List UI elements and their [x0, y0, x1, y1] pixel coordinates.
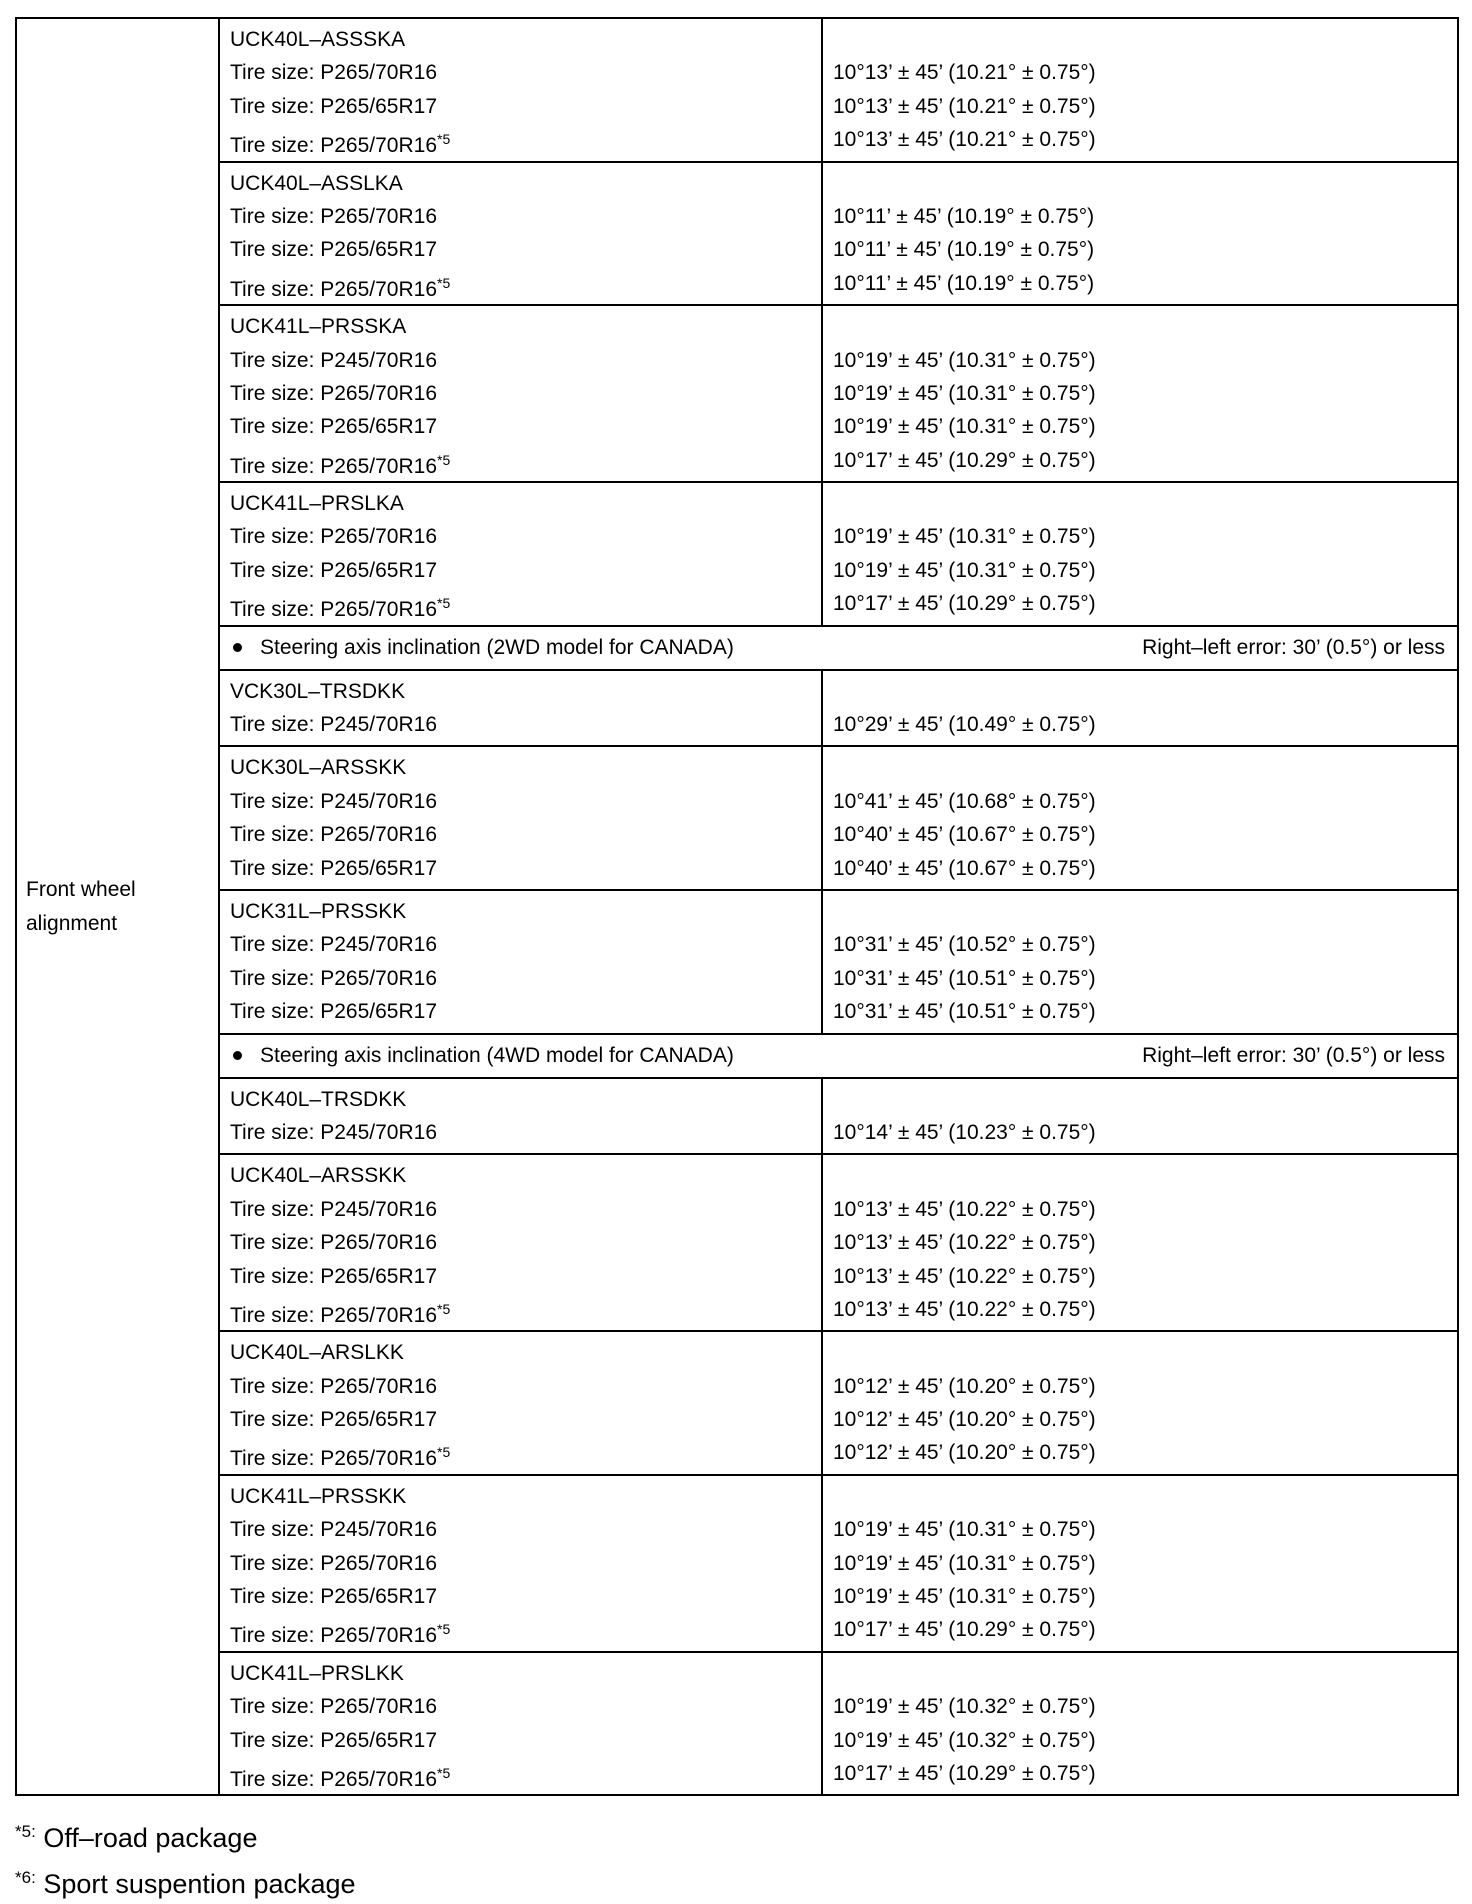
value-cell	[822, 1331, 1458, 1475]
tire-size	[230, 1513, 821, 1546]
tire-size-text: Tire size: P265/70R16	[230, 823, 437, 847]
tire-size	[230, 1293, 821, 1326]
tire-size	[230, 1757, 821, 1790]
tire-size-text: Tire size: P265/70R16	[230, 525, 437, 549]
tire-size	[230, 785, 821, 818]
front-wheel-alignment-table	[15, 17, 1459, 1796]
tire-size	[230, 708, 821, 741]
model-code: UCK41L–PRSLKK	[230, 1661, 404, 1685]
tire-size-text: Tire size: P265/65R17	[230, 1585, 437, 1609]
value-cell	[822, 890, 1458, 1034]
tire-size	[230, 818, 821, 851]
footnote-mark: *5:	[15, 1822, 36, 1841]
tire-size	[230, 56, 821, 89]
inclination-value: 10°19’ ± 45’ (10.31° ± 0.75°)	[833, 381, 1096, 405]
inclination-value: 10°14’ ± 45’ (10.23° ± 0.75°)	[833, 1120, 1096, 1144]
footnote-ref: *5	[437, 131, 451, 148]
model-cell	[219, 670, 822, 747]
inclination-value: 10°19’ ± 45’ (10.32° ± 0.75°)	[833, 1728, 1096, 1752]
tire-size	[230, 344, 821, 377]
tire-size-text: Tire size: P265/65R17	[230, 238, 437, 262]
model-cell	[219, 1652, 822, 1796]
inclination-value: 10°17’ ± 45’ (10.29° ± 0.75°)	[833, 448, 1096, 472]
tire-size	[230, 1116, 821, 1149]
inclination-value: 10°19’ ± 45’ (10.31° ± 0.75°)	[833, 348, 1096, 372]
tire-size-text: Tire size: P265/70R16	[230, 1303, 437, 1327]
value-cell	[822, 162, 1458, 306]
tire-size	[230, 1580, 821, 1613]
inclination-value: 10°19’ ± 45’ (10.32° ± 0.75°)	[833, 1695, 1096, 1719]
model-code: UCK41L–PRSLKA	[230, 492, 404, 516]
value-cell	[822, 670, 1458, 747]
model-code: UCK30L–ARSSKK	[230, 756, 407, 780]
tire-size	[230, 444, 821, 477]
inclination-value: 10°13’ ± 45’ (10.22° ± 0.75°)	[833, 1264, 1096, 1288]
section-header-row	[16, 1034, 1458, 1078]
inclination-value: 10°19’ ± 45’ (10.31° ± 0.75°)	[833, 525, 1096, 549]
tire-size	[230, 1193, 821, 1226]
tire-size	[230, 410, 821, 443]
model-code: UCK41L–PRSSKK	[230, 1484, 407, 1508]
model-group-row	[16, 305, 1458, 482]
tire-size-text: Tire size: P265/70R16	[230, 1447, 437, 1471]
value-spacer	[833, 1657, 1457, 1690]
tire-size-text: Tire size: P265/70R16	[230, 454, 437, 478]
footnote	[15, 1812, 356, 1858]
model-cell	[219, 482, 822, 626]
model-code: VCK30L–TRSDKK	[230, 679, 406, 703]
value-spacer	[833, 487, 1457, 520]
inclination-value: 10°11’ ± 45’ (10.19° ± 0.75°)	[833, 271, 1095, 295]
tire-size-text: Tire size: P245/70R16	[230, 1120, 437, 1144]
inclination-value: 10°13’ ± 45’ (10.22° ± 0.75°)	[833, 1197, 1096, 1221]
tire-size-text: Tire size: P265/70R16	[230, 1551, 437, 1575]
tire-size	[230, 995, 821, 1028]
model-group-row	[16, 162, 1458, 306]
value-cell	[822, 1078, 1458, 1155]
tire-size-text: Tire size: P265/65R17	[230, 1728, 437, 1752]
tire-size-text: Tire size: P245/70R16	[230, 1197, 437, 1221]
model-cell	[219, 1078, 822, 1155]
row-label: Front wheel alignment	[16, 18, 219, 1795]
tire-size	[230, 200, 821, 233]
value-spacer	[833, 1083, 1457, 1116]
footnote-ref: *5	[437, 1444, 451, 1461]
footnote	[15, 1858, 356, 1904]
tire-size-text: Tire size: P265/70R16	[230, 134, 437, 158]
section-header	[219, 1034, 1458, 1078]
value-cell	[822, 305, 1458, 482]
tire-size	[230, 377, 821, 410]
section-title: Steering axis inclination (4WD model for CANADA)	[260, 1043, 734, 1067]
value-cell	[822, 1154, 1458, 1331]
inclination-value: 10°31’ ± 45’ (10.51° ± 0.75°)	[833, 1000, 1096, 1024]
model-cell	[219, 18, 822, 162]
value-spacer	[833, 1159, 1457, 1192]
model-cell	[219, 1331, 822, 1475]
footnote-text: Sport suspention package	[43, 1869, 356, 1899]
model-group-row	[16, 482, 1458, 626]
tire-size-text: Tire size: P265/70R16	[230, 61, 437, 85]
section-header	[219, 626, 1458, 670]
tire-size-text: Tire size: P265/65R17	[230, 856, 437, 880]
value-spacer	[833, 1480, 1457, 1513]
section-title: Steering axis inclination (2WD model for CANADA)	[260, 635, 734, 659]
inclination-value: 10°17’ ± 45’ (10.29° ± 0.75°)	[833, 1761, 1096, 1785]
model-group-row	[16, 1154, 1458, 1331]
tire-size-text: Tire size: P245/70R16	[230, 1518, 437, 1542]
tire-size-text: Tire size: P265/70R16	[230, 1695, 437, 1719]
tire-size	[230, 1403, 821, 1436]
tire-size-text: Tire size: P265/65R17	[230, 1408, 437, 1432]
value-spacer	[833, 1336, 1457, 1369]
inclination-value: 10°40’ ± 45’ (10.67° ± 0.75°)	[833, 823, 1096, 847]
value-spacer	[833, 23, 1457, 56]
inclination-value: 10°12’ ± 45’ (10.20° ± 0.75°)	[833, 1408, 1096, 1432]
inclination-value: 10°19’ ± 45’ (10.31° ± 0.75°)	[833, 415, 1096, 439]
model-code: UCK40L–ASSSKA	[230, 28, 406, 51]
section-header-row	[16, 626, 1458, 670]
model-cell	[219, 1475, 822, 1652]
inclination-value: 10°13’ ± 45’ (10.22° ± 0.75°)	[833, 1231, 1096, 1255]
model-group-row	[16, 746, 1458, 890]
value-spacer	[833, 310, 1457, 343]
tire-size-text: Tire size: P265/65R17	[230, 1264, 437, 1288]
model-cell	[219, 746, 822, 890]
tire-size-text: Tire size: P265/70R16	[230, 966, 437, 990]
model-cell	[219, 1154, 822, 1331]
model-group-row	[16, 890, 1458, 1034]
tire-size	[230, 1436, 821, 1469]
model-code: UCK31L–PRSSKK	[230, 899, 407, 923]
value-cell	[822, 18, 1458, 162]
inclination-value: 10°12’ ± 45’ (10.20° ± 0.75°)	[833, 1374, 1096, 1398]
footnote-ref: *5	[437, 1764, 451, 1781]
inclination-value: 10°11’ ± 45’ (10.19° ± 0.75°)	[833, 204, 1095, 228]
tire-size	[230, 1690, 821, 1723]
model-cell	[219, 162, 822, 306]
inclination-value: 10°13’ ± 45’ (10.21° ± 0.75°)	[833, 128, 1096, 152]
tire-size-text: Tire size: P265/70R16	[230, 598, 437, 622]
model-code: UCK40L–ARSSKK	[230, 1164, 407, 1188]
tire-size-text: Tire size: P265/70R16	[230, 381, 437, 405]
model-code: UCK40L–TRSDKK	[230, 1087, 407, 1111]
model-group-row	[16, 1331, 1458, 1475]
inclination-value: 10°19’ ± 45’ (10.31° ± 0.75°)	[833, 1518, 1096, 1542]
tire-size-text: Tire size: P265/70R16	[230, 1767, 437, 1791]
model-group-row	[16, 1652, 1458, 1796]
tire-size	[230, 1547, 821, 1580]
footnote-mark: *6:	[15, 1868, 36, 1887]
bullet-icon	[233, 643, 242, 652]
tire-size	[230, 1260, 821, 1293]
tire-size	[230, 267, 821, 300]
tire-size	[230, 928, 821, 961]
inclination-value: 10°19’ ± 45’ (10.31° ± 0.75°)	[833, 1551, 1096, 1575]
value-spacer	[833, 675, 1457, 708]
tire-size-text: Tire size: P265/65R17	[230, 94, 437, 118]
tire-size	[230, 1226, 821, 1259]
tire-size	[230, 1370, 821, 1403]
model-group-row	[16, 1475, 1458, 1652]
inclination-value: 10°17’ ± 45’ (10.29° ± 0.75°)	[833, 592, 1096, 616]
footnote-ref: *5	[437, 1300, 451, 1317]
tire-size-text: Tire size: P265/70R16	[230, 1231, 437, 1255]
footnote-text: Off–road package	[43, 1823, 258, 1853]
tire-size-text: Tire size: P265/70R16	[230, 1374, 437, 1398]
tire-size-text: Tire size: P265/70R16	[230, 1624, 437, 1648]
inclination-value: 10°31’ ± 45’ (10.51° ± 0.75°)	[833, 966, 1096, 990]
inclination-value: 10°19’ ± 45’ (10.31° ± 0.75°)	[833, 1585, 1096, 1609]
footnote-ref: *5	[437, 274, 451, 291]
model-group-row	[16, 18, 1458, 162]
tire-size	[230, 852, 821, 885]
value-spacer	[833, 895, 1457, 928]
value-spacer	[833, 751, 1457, 784]
bullet-icon	[233, 1051, 242, 1060]
value-cell	[822, 746, 1458, 890]
tire-size	[230, 554, 821, 587]
tire-size-text: Tire size: P265/65R17	[230, 1000, 437, 1024]
inclination-value: 10°11’ ± 45’ (10.19° ± 0.75°)	[833, 238, 1095, 262]
tire-size-text: Tire size: P245/70R16	[230, 348, 437, 372]
tire-size	[230, 1613, 821, 1646]
inclination-value: 10°19’ ± 45’ (10.31° ± 0.75°)	[833, 558, 1096, 582]
inclination-value: 10°13’ ± 45’ (10.21° ± 0.75°)	[833, 61, 1096, 85]
footnote-ref: *5	[437, 451, 451, 468]
tire-size-text: Tire size: P265/65R17	[230, 558, 437, 582]
model-group-row	[16, 670, 1458, 747]
tire-size	[230, 123, 821, 156]
inclination-value: 10°12’ ± 45’ (10.20° ± 0.75°)	[833, 1441, 1096, 1465]
model-group-row	[16, 1078, 1458, 1155]
tire-size	[230, 1724, 821, 1757]
model-code: UCK40L–ASSLKA	[230, 171, 403, 195]
footnote-ref: *5	[437, 1621, 451, 1638]
value-spacer	[833, 167, 1457, 200]
inclination-value: 10°13’ ± 45’ (10.22° ± 0.75°)	[833, 1297, 1096, 1321]
tire-size	[230, 520, 821, 553]
model-cell	[219, 305, 822, 482]
right-left-error: Right–left error: 30’ (0.5°) or less	[1142, 635, 1445, 659]
tire-size-text: Tire size: P245/70R16	[230, 789, 437, 813]
tire-size-text: Tire size: P265/70R16	[230, 204, 437, 228]
tire-size-text: Tire size: P245/70R16	[230, 713, 437, 737]
tire-size	[230, 233, 821, 266]
model-code: UCK41L–PRSSKA	[230, 315, 407, 339]
footnotes	[15, 1812, 356, 1904]
inclination-value: 10°40’ ± 45’ (10.67° ± 0.75°)	[833, 856, 1096, 880]
right-left-error: Right–left error: 30’ (0.5°) or less	[1142, 1043, 1445, 1067]
value-cell	[822, 1652, 1458, 1796]
tire-size-text: Tire size: P265/65R17	[230, 415, 437, 439]
value-cell	[822, 1475, 1458, 1652]
inclination-value: 10°41’ ± 45’ (10.68° ± 0.75°)	[833, 789, 1096, 813]
inclination-value: 10°13’ ± 45’ (10.21° ± 0.75°)	[833, 94, 1096, 118]
tire-size-text: Tire size: P265/70R16	[230, 277, 437, 301]
tire-size	[230, 90, 821, 123]
tire-size	[230, 587, 821, 620]
inclination-value: 10°17’ ± 45’ (10.29° ± 0.75°)	[833, 1618, 1096, 1642]
tire-size	[230, 962, 821, 995]
model-code: UCK40L–ARSLKK	[230, 1341, 404, 1365]
footnote-ref: *5	[437, 595, 451, 612]
model-cell	[219, 890, 822, 1034]
tire-size-text: Tire size: P245/70R16	[230, 933, 437, 957]
inclination-value: 10°29’ ± 45’ (10.49° ± 0.75°)	[833, 713, 1096, 737]
inclination-value: 10°31’ ± 45’ (10.52° ± 0.75°)	[833, 933, 1096, 957]
value-cell	[822, 482, 1458, 626]
